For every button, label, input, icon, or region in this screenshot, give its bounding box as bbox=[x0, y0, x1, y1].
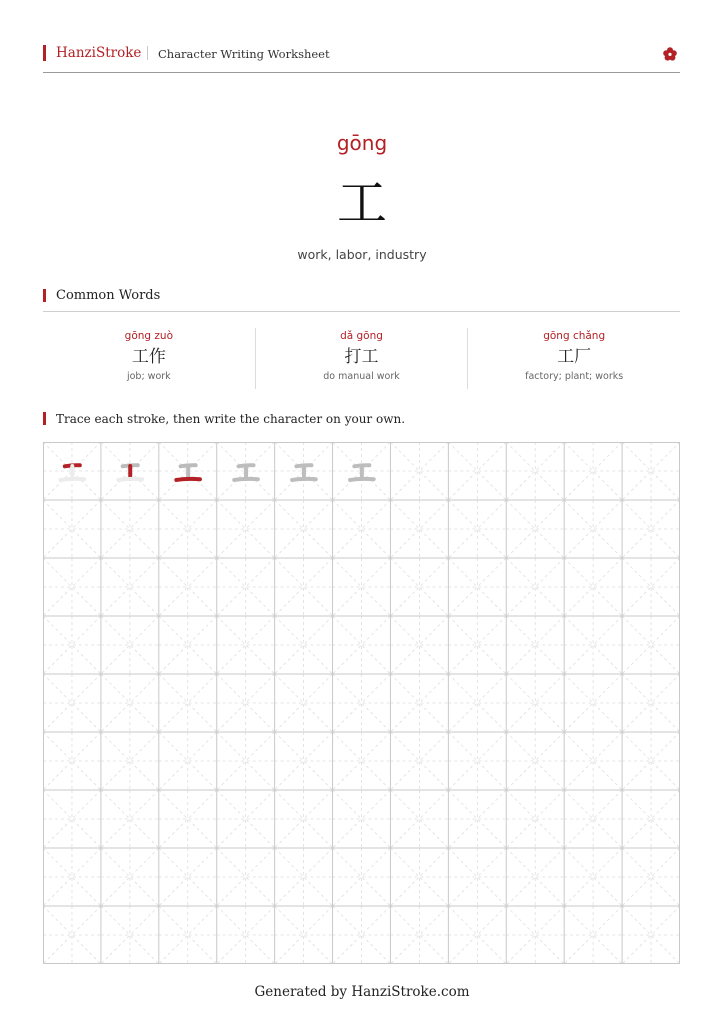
word-item bbox=[43, 328, 256, 389]
header-separator bbox=[147, 46, 148, 60]
character-pinyin: gōng bbox=[336, 131, 388, 155]
practice-instruction: Trace each stroke, then write the character on your own. bbox=[56, 412, 406, 426]
worksheet-header bbox=[43, 44, 680, 73]
character-meaning: work, labor, industry bbox=[297, 247, 427, 262]
character-hanzi: 工 bbox=[337, 174, 387, 232]
character-stroke bbox=[234, 479, 258, 480]
common-words-title: Common Words bbox=[56, 288, 161, 303]
common-words-list bbox=[43, 328, 680, 389]
word-meaning: factory; plant; works bbox=[525, 371, 624, 382]
common-words-heading bbox=[43, 288, 680, 304]
word-pinyin: dǎ gōng bbox=[340, 330, 383, 342]
section-accent-bar bbox=[43, 412, 46, 425]
word-meaning: job; work bbox=[126, 371, 171, 382]
word-hanzi: 工厂 bbox=[557, 347, 592, 367]
brand-name: HanziStroke bbox=[56, 45, 142, 61]
word-hanzi: 打工 bbox=[344, 347, 379, 367]
section-divider bbox=[43, 311, 680, 312]
word-item bbox=[468, 328, 680, 389]
character-stroke bbox=[176, 479, 200, 480]
brand-accent-bar bbox=[43, 45, 46, 61]
footer-credit: Generated by HanziStroke.com bbox=[254, 984, 470, 1000]
worksheet-subtitle: Character Writing Worksheet bbox=[158, 47, 330, 61]
practice-grid bbox=[43, 442, 680, 964]
character-stroke bbox=[118, 479, 142, 480]
character-stroke bbox=[60, 479, 84, 480]
section-accent-bar bbox=[43, 289, 46, 302]
character-stroke bbox=[350, 479, 374, 480]
word-meaning: do manual work bbox=[323, 371, 400, 382]
word-pinyin: gōng zuò bbox=[124, 330, 173, 342]
word-hanzi: 工作 bbox=[131, 347, 166, 367]
word-pinyin: gōng chǎng bbox=[543, 330, 606, 342]
flower-icon bbox=[662, 46, 678, 62]
character-stroke bbox=[292, 479, 316, 480]
word-item bbox=[256, 328, 469, 389]
